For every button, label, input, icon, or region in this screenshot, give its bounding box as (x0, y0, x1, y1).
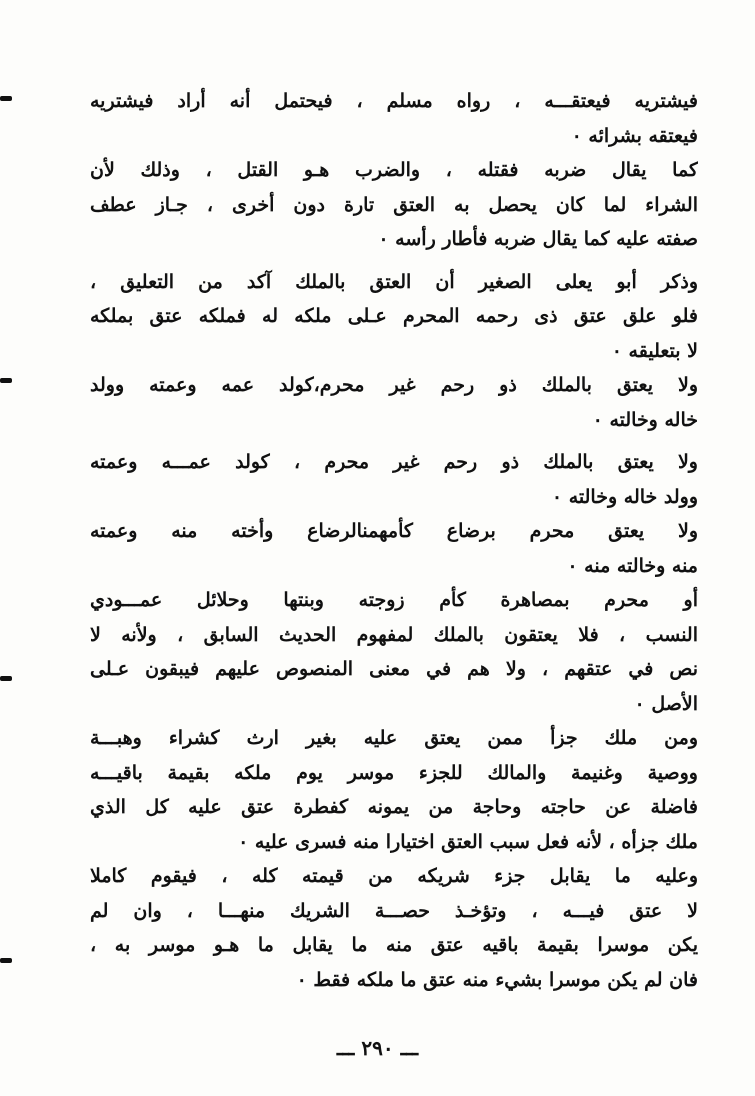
text-line: أو محرم بمصاهرة كأم زوجته وبنتها وحلائل عمـــودي (90, 589, 698, 611)
text-line: الشراء لما كان يحصل به العتق تارة دون أخرى ، جـاز عطف (90, 193, 698, 216)
text-line: النسب ، فلا يعتقون بالملك لمفهوم الحديث السابق ، ولأنه لا (90, 623, 698, 646)
text-line: وولد خاله وخالته ٠ (551, 485, 698, 508)
text-line: لا بتعليقه ٠ (611, 339, 698, 362)
margin-mark (0, 958, 12, 963)
text-line: فلو علق عتق ذى رحمه المحرم عـلى ملكه له فملكه عتق بملكه (90, 305, 698, 327)
text-line: صفته عليه كما يقال ضربه فأطار رأسه ٠ (378, 228, 698, 250)
text-line: فاضلة عن حاجته وحاجة من يمونه كفطرة عتق عليه كل الذي (90, 796, 698, 818)
margin-mark (0, 96, 12, 101)
margin-mark (0, 676, 12, 681)
text-line: الأصل ٠ (634, 692, 698, 715)
text-line: نص في عتقهم ، ولا هم في معنى المنصوص عليهم فيبقون عـلى (90, 658, 698, 680)
text-line: كما يقال ضربه فقتله ، والضرب هـو القتل ، وذلك لأن (90, 159, 698, 181)
text-line: ومن ملك جزأ ممن يعتق عليه بغير ارث كشراء وهبـــة (90, 727, 698, 749)
text-line: فيشتريه فيعتقـــه ، رواه مسلم ، فيحتمل أنه أراد فيشتريه (90, 90, 698, 112)
text-line: يكن موسرا بقيمة باقيه عتق منه ما يقابل ما هـو موسر به ، (90, 934, 698, 956)
page-number: ـــ ٢٩٠ ـــ (336, 1036, 419, 1060)
text-line: ولا يعتق بالملك ذو رحم غير محرم،كولد عمه وعمته وولد (90, 374, 698, 396)
text-line: ولا يعتق بالملك ذو رحم غير محرم ، كولد عمـــه وعمته (90, 451, 698, 473)
text-line: ولا يعتق محرم برضاع كأمهمنالرضاع وأخته منه وعمته (90, 520, 698, 542)
text-line: وعليه ما يقابل جزء شريكه من قيمته كله ، فيقوم كاملا (90, 865, 698, 887)
text-line: ملك جزأه ، لأنه فعل سبب العتق اختيارا منه فسرى عليه ٠ (238, 830, 698, 853)
body-text (90, 84, 698, 997)
text-line: لا عتق فيـــه ، وتؤخـذ حصـــة الشريك منهـــا ، وان لم (90, 899, 698, 922)
margin-mark (0, 378, 12, 383)
text-line: فيعتقه بشرائه ٠ (571, 124, 698, 147)
text-line: فان لم يكن موسرا بشيء منه عتق ما ملكه فقط ٠ (296, 968, 698, 991)
text-line: خاله وخالته ٠ (592, 408, 698, 431)
text-line: وذكر أبو يعلى الصغير أن العتق بالملك آكد من التعليق ، (90, 270, 698, 293)
text-line: ووصية وغنيمة والمالك للجزء موسر يوم ملكه بقيمة باقيـــه (90, 761, 698, 784)
text-line: منه وخالته منه ٠ (567, 554, 698, 577)
